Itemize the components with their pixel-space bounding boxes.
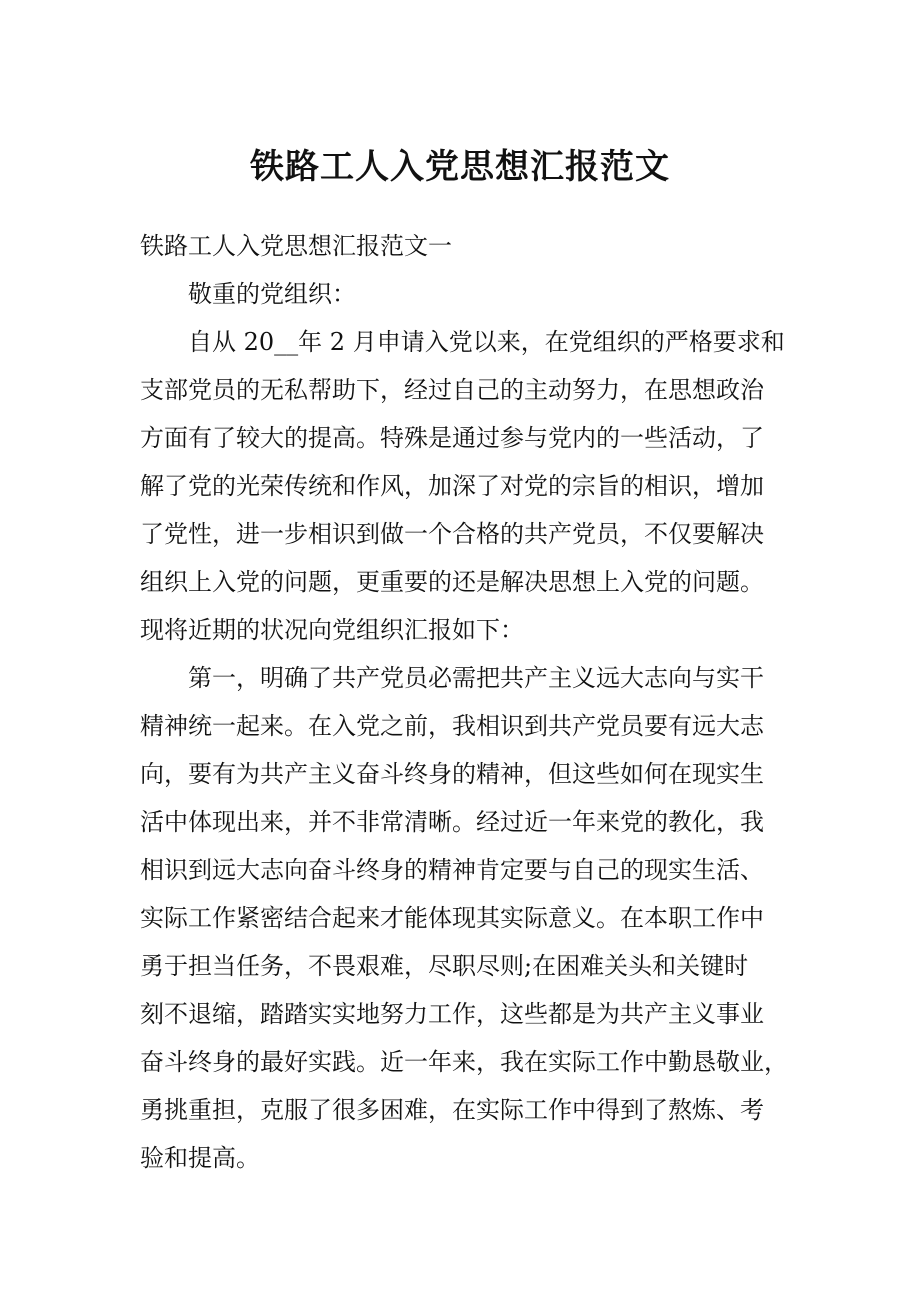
paragraph-line: 自从 20__年 2 月申请入党以来，在党组织的严格要求和 xyxy=(188,328,785,356)
paragraph-line: 支部党员的无私帮助下，经过自己的主动努力，在思想政治 xyxy=(140,376,764,404)
section-heading: 铁路工人入党思想汇报范文一 xyxy=(140,232,452,260)
paragraph-line: 勇于担当任务，不畏艰难，尽职尽则;在困难关头和关键时 xyxy=(140,952,749,980)
paragraph-line: 活中体现出来，并不非常清晰。经过近一年来党的教化，我 xyxy=(140,808,764,836)
paragraph-line: 刻不退缩，踏踏实实地努力工作，这些都是为共产主义事业 xyxy=(140,1000,764,1028)
paragraph-line: 组织上入党的问题，更重要的还是解决思想上入党的问题。 xyxy=(140,568,764,596)
paragraph-line: 了党性，进一步相识到做一个合格的共产党员，不仅要解决 xyxy=(140,520,764,548)
paragraph-1 xyxy=(140,318,800,654)
paragraph-line: 精神统一起来。在入党之前，我相识到共产党员要有远大志 xyxy=(140,712,764,740)
paragraph-line: 相识到远大志向奋斗终身的精神肯定要与自己的现实生活、 xyxy=(140,856,764,884)
paragraph-line: 实际工作紧密结合起来才能体现其实际意义。在本职工作中 xyxy=(140,904,764,932)
paragraph-line: 方面有了较大的提高。特殊是通过参与党内的一些活动，了 xyxy=(140,424,764,452)
paragraph-line: 奋斗终身的最好实践。近一年来，我在实际工作中勤恳敬业， xyxy=(140,1048,788,1076)
paragraph-line: 解了党的光荣传统和作风，加深了对党的宗旨的相识，增加 xyxy=(140,472,764,500)
paragraph-line: 向，要有为共产主义奋斗终身的精神，但这些如何在现实生 xyxy=(140,760,764,788)
paragraph-2 xyxy=(140,654,800,1182)
salutation: 敬重的党组织： xyxy=(188,280,356,308)
paragraph-line: 现将近期的状况向党组织汇报如下： xyxy=(140,616,524,644)
paragraph-line: 验和提高。 xyxy=(140,1144,260,1172)
document-body xyxy=(140,222,800,1182)
paragraph-line: 勇挑重担，克服了很多困难，在实际工作中得到了熬炼、考 xyxy=(140,1096,764,1124)
document-title: 铁路工人入党思想汇报范文 xyxy=(250,147,670,187)
paragraph-line: 第一，明确了共产党员必需把共产主义远大志向与实干 xyxy=(188,664,764,692)
